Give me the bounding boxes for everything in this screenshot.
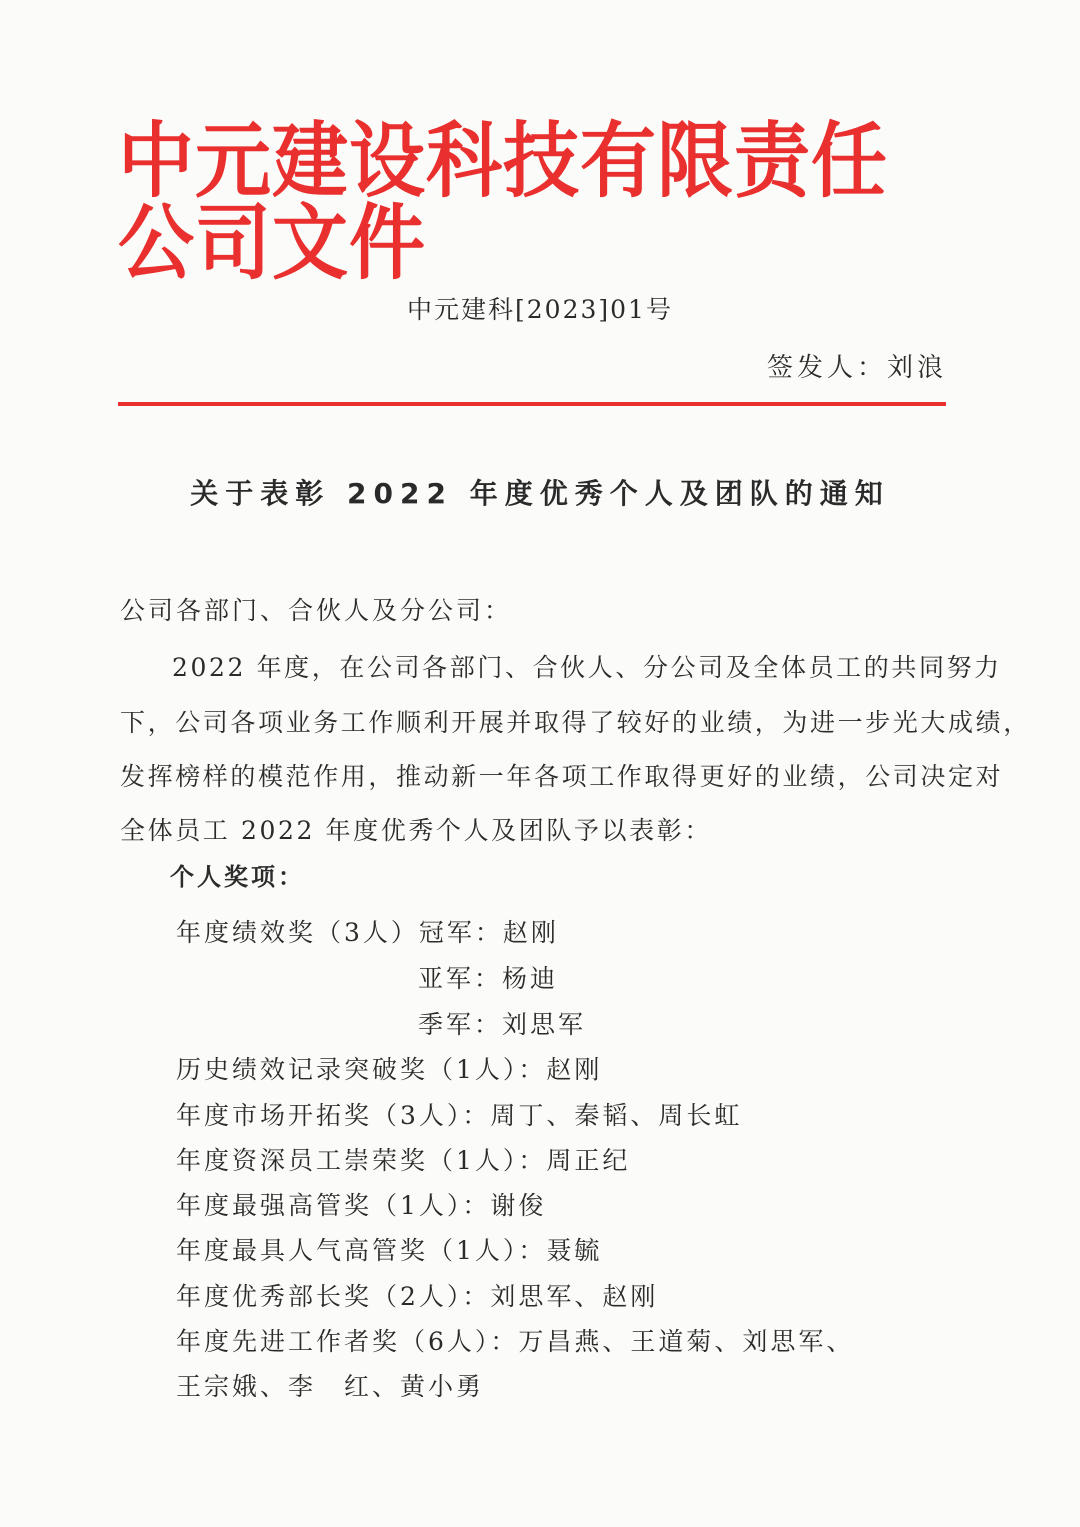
award-line: 年度最强高管奖（1人）：谢俊 — [176, 1191, 547, 1220]
paragraph-line: 全体员工 2022 年度优秀个人及团队予以表彰： — [120, 816, 712, 845]
award-line: 年度资深员工崇荣奖（1人）：周正纪 — [176, 1146, 631, 1175]
award-line: 王宗娥、李 红、黄小勇 — [176, 1372, 485, 1401]
award-line: 年度先进工作者奖（6人）：万昌燕、王道菊、刘思军、 — [176, 1327, 855, 1356]
award-line: 年度市场开拓奖（3人）：周丁、秦韬、周长虹 — [176, 1101, 743, 1130]
award-line: 历史绩效记录突破奖（1人）：赵刚 — [176, 1055, 603, 1084]
red-header-title — [118, 112, 948, 291]
signer: 签发人：刘浪 — [766, 353, 947, 383]
award-line: 年度绩效奖（3人）冠军：赵刚 — [176, 918, 559, 947]
award-line: 亚军：杨迪 — [418, 964, 559, 993]
red-divider-line — [118, 402, 946, 406]
header-title-text: 中元建设科技有限责任公司文件 — [118, 112, 888, 291]
award-line: 年度优秀部长奖（2人）：刘思军、赵刚 — [176, 1282, 659, 1311]
paragraph-line: 下，公司各项业务工作顺利开展并取得了较好的业绩，为进一步光大成绩， — [120, 708, 1031, 737]
paragraph-line: 2022 年度，在公司各部门、合伙人、分公司及全体员工的共同努力 — [172, 653, 1002, 682]
award-line: 季军：刘思军 — [418, 1010, 587, 1039]
notice-title: 关于表彰 2022 年度优秀个人及团队的通知 — [190, 477, 890, 510]
document-number: 中元建科[2023]01号 — [407, 295, 673, 324]
award-line: 年度最具人气高管奖（1人）：聂毓 — [176, 1236, 603, 1265]
paragraph-line: 发挥榜样的模范作用，推动新一年各项工作取得更好的业绩，公司决定对 — [120, 762, 1004, 791]
section-heading-individual-awards: 个人奖项： — [170, 863, 305, 891]
salutation: 公司各部门、合伙人及分公司： — [120, 596, 513, 625]
